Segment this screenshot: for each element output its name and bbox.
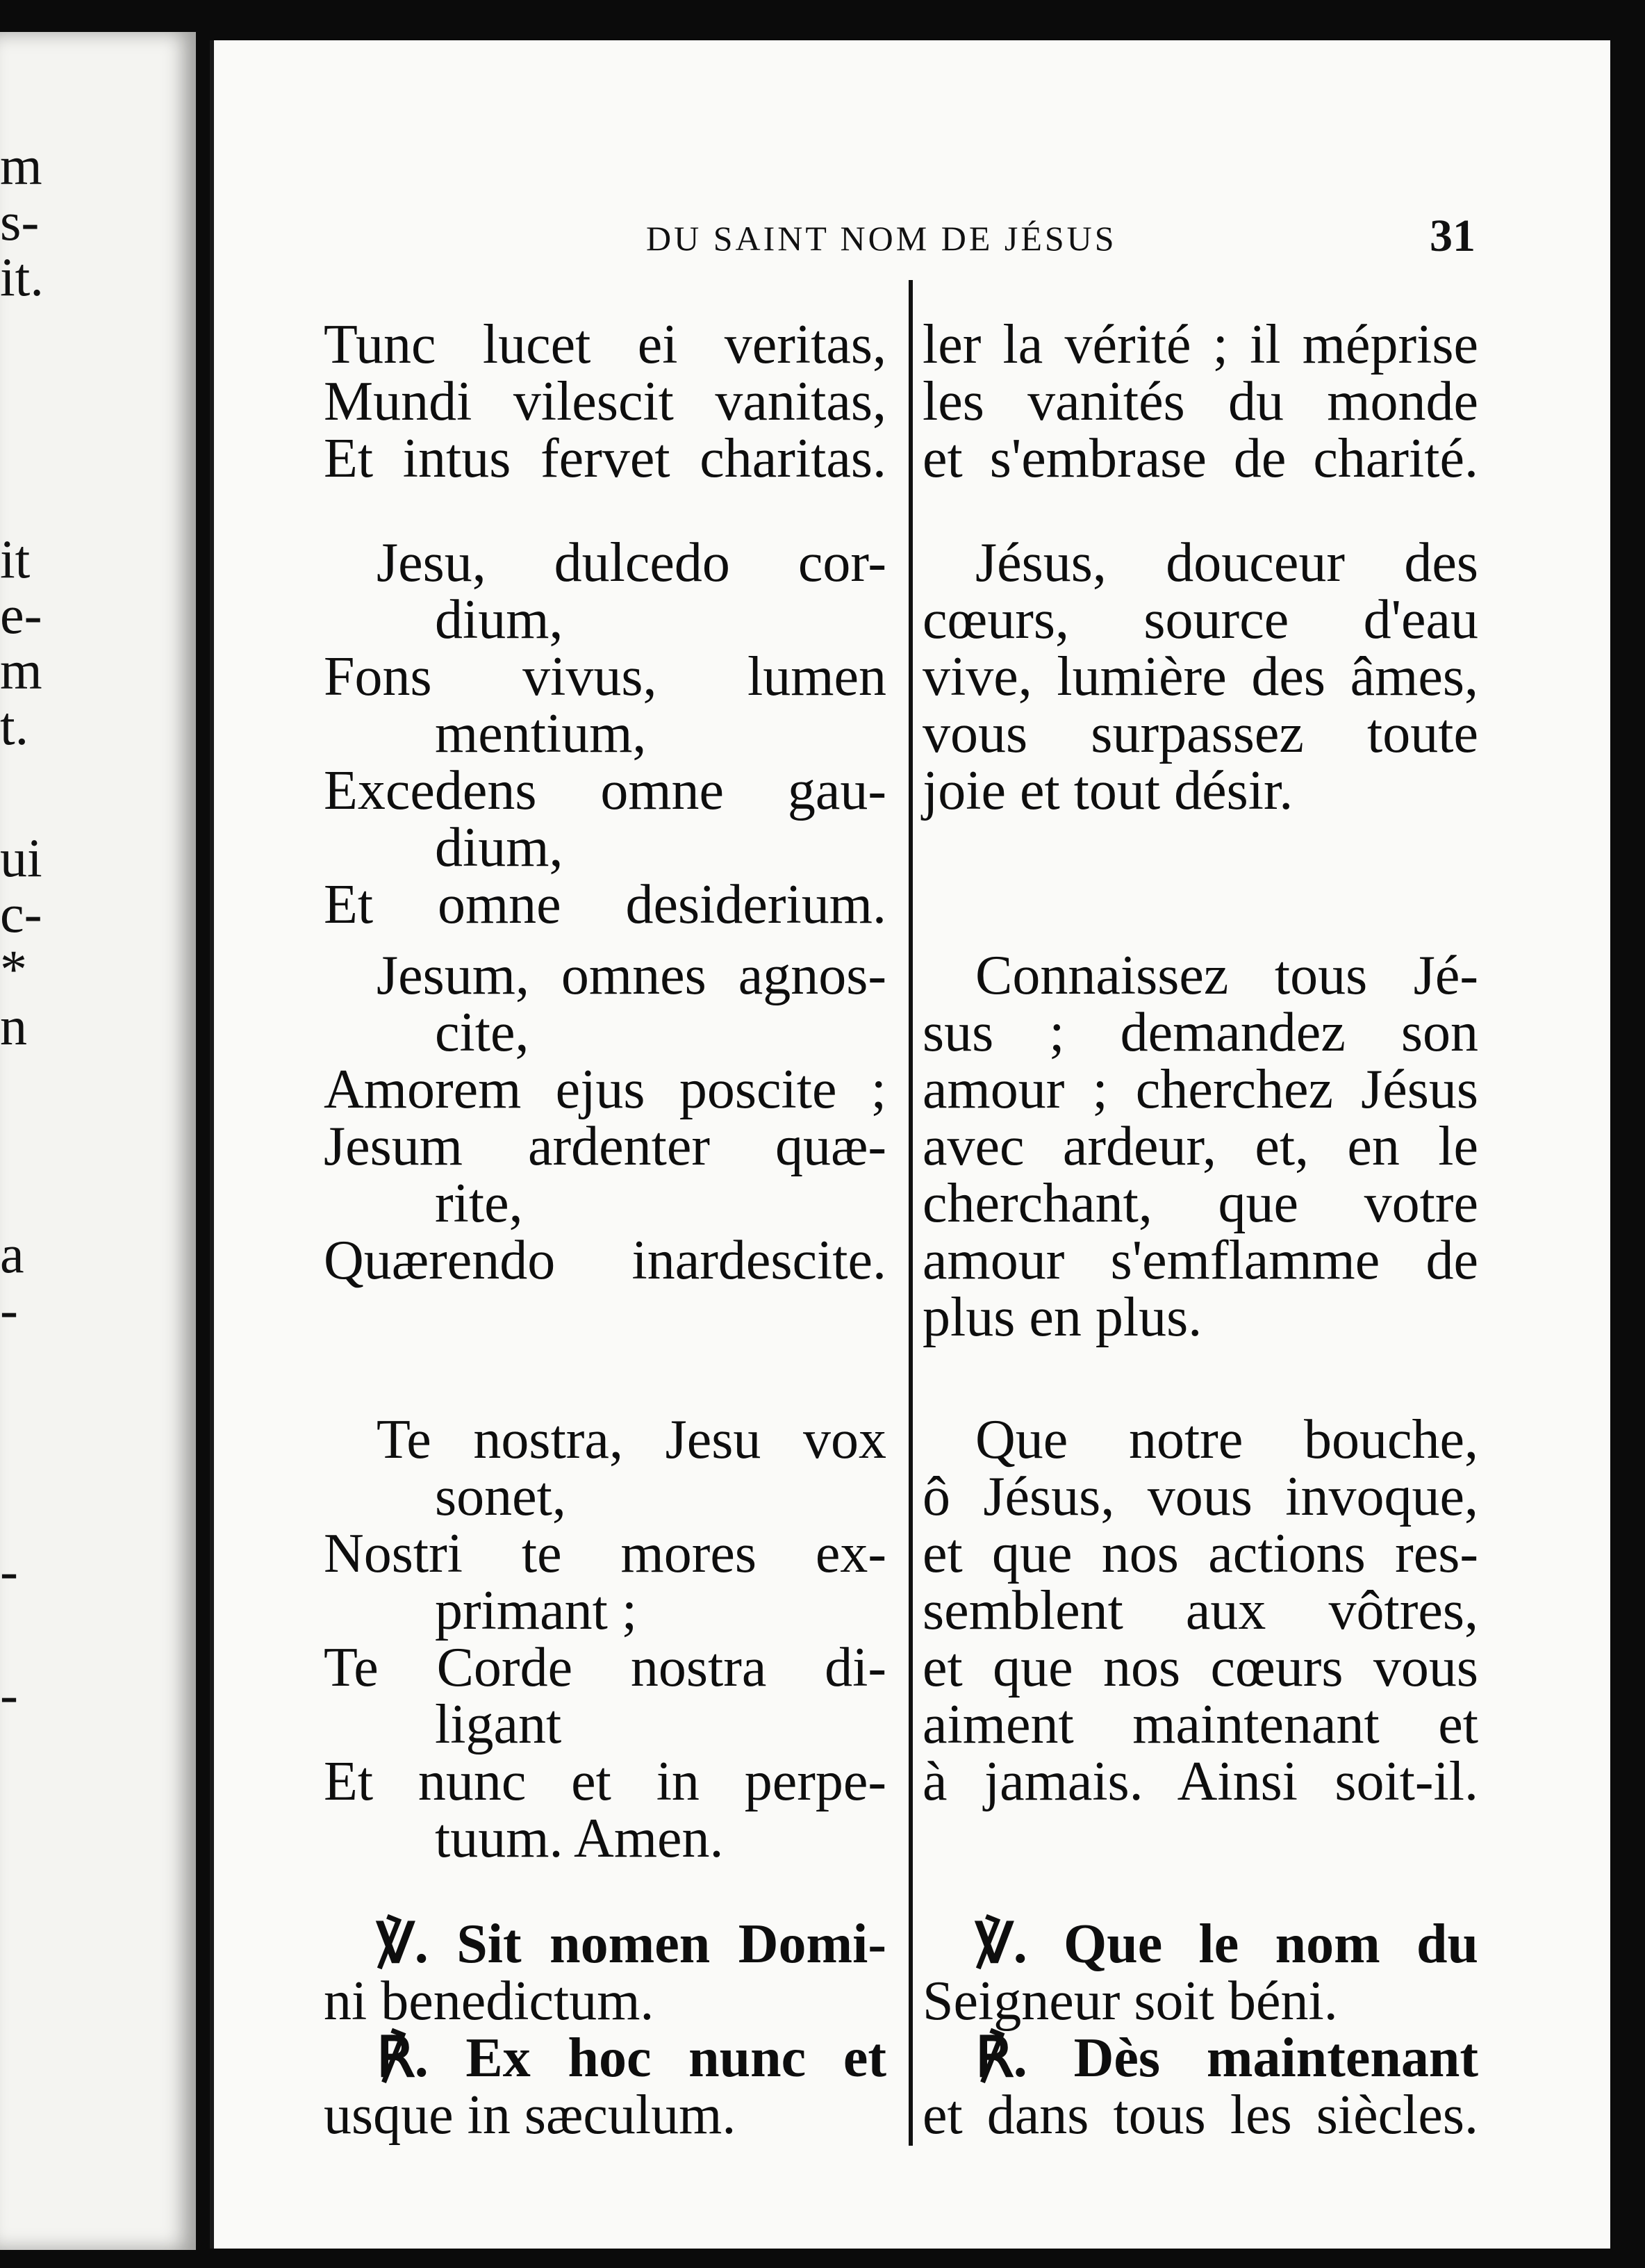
latin-line: primant ; [435, 1580, 638, 1641]
facing-page-fragment: ui [0, 828, 42, 888]
facing-page-fragment: * [0, 939, 27, 999]
french-line: Jésus, douceur des [975, 532, 1478, 593]
french-line: semblent aux vôtres, [923, 1580, 1478, 1641]
latin-line: Fons vivus, lumen [324, 646, 886, 707]
latin-line: dium, [435, 817, 563, 878]
page-header [214, 185, 1610, 261]
facing-page-fragment: s- [0, 191, 40, 252]
facing-page-fragment: - [0, 1540, 18, 1601]
book-page [214, 40, 1610, 2249]
french-line: joie et tout désir. [923, 760, 1293, 821]
response-line: ℟. Dès maintenant [975, 2028, 1478, 2089]
french-line: avec ardeur, et, en le [923, 1116, 1478, 1177]
column-divider [909, 280, 913, 2146]
french-line: plus en plus. [923, 1287, 1202, 1348]
facing-page-fragment: - [0, 1664, 18, 1725]
french-stanza [923, 316, 1478, 487]
facing-page-fragment: c- [0, 883, 42, 944]
french-line: vous surpassez toute [923, 703, 1478, 764]
latin-line: cite, [435, 1002, 529, 1063]
latin-stanza [324, 1411, 886, 1867]
latin-line: ni benedictum. [324, 1971, 654, 2032]
french-stanza [923, 1916, 1478, 2144]
french-line: Connaissez tous Jé- [975, 945, 1478, 1006]
response-line: ℟. Ex hoc nunc et [377, 2028, 886, 2089]
running-title: DU SAINT NOM DE JÉSUS [646, 219, 1117, 258]
french-stanza [923, 1411, 1478, 1810]
latin-stanza [324, 316, 886, 487]
french-line: Que notre bouche, [975, 1409, 1478, 1470]
facing-page-fragment: m [0, 640, 42, 700]
facing-page-fragment: t. [0, 696, 29, 756]
latin-line: Jesu, dulcedo cor- [377, 532, 886, 593]
latin-stanza [324, 947, 886, 1289]
latin-line: Jesum ardenter quæ- [324, 1116, 886, 1177]
latin-line: Et nunc et in perpe- [324, 1751, 886, 1812]
latin-line: ligant [435, 1694, 562, 1755]
french-line: et que nos cœurs vous [923, 1637, 1478, 1698]
latin-stanza [324, 1916, 886, 2144]
french-line: amour ; cherchez Jésus [923, 1059, 1478, 1120]
versicle-line: ℣. Sit nomen Domi- [377, 1914, 886, 1975]
french-line: et dans tous les siècles. [923, 2085, 1478, 2146]
facing-page-fragment: e- [0, 584, 42, 645]
french-stanza [923, 534, 1478, 819]
versicle-line: ℣. Que le nom du [975, 1914, 1478, 1975]
latin-line: Te Corde nostra di- [324, 1637, 886, 1698]
french-line: ô Jésus, vous invoque, [923, 1466, 1478, 1527]
facing-page-fragment: it. [0, 247, 44, 307]
facing-page-fragment: it [0, 529, 31, 589]
latin-line: Amorem ejus poscite ; [324, 1059, 886, 1120]
latin-line: tuum. Amen. [435, 1808, 724, 1869]
french-line: ler la vérité ; il méprise [923, 314, 1478, 375]
french-line: et s'embrase de charité. [923, 428, 1478, 489]
latin-line: Excedens omne gau- [324, 760, 886, 821]
facing-page-fragment: n [0, 996, 27, 1056]
facing-page-fragment: - [0, 1279, 18, 1340]
facing-page-fragment: a [0, 1224, 24, 1284]
latin-line: rite, [435, 1173, 523, 1234]
latin-line: Mundi vilescit vanitas, [324, 371, 886, 432]
french-stanza [923, 947, 1478, 1346]
french-line: à jamais. Ainsi soit-il. [923, 1751, 1478, 1812]
latin-line: Quærendo inardescite. [324, 1230, 886, 1291]
latin-line: Et intus fervet charitas. [324, 428, 886, 489]
latin-line: mentium, [435, 703, 647, 764]
french-line: les vanités du monde [923, 371, 1478, 432]
latin-line: sonet, [435, 1466, 566, 1527]
latin-line: Et omne desiderium. [324, 874, 886, 935]
french-line: amour s'emflamme de [923, 1230, 1478, 1291]
latin-line: Tunc lucet ei veritas, [324, 314, 886, 375]
french-line: cœurs, source d'eau [923, 589, 1478, 650]
latin-line: dium, [435, 589, 563, 650]
latin-line: Te nostra, Jesu vox [377, 1409, 886, 1470]
facing-page-fragment: m [0, 135, 42, 196]
french-line: et que nos actions res- [923, 1523, 1478, 1584]
latin-stanza [324, 534, 886, 933]
french-line: vive, lumière des âmes, [923, 646, 1478, 707]
page-number: 31 [1430, 211, 1475, 261]
facing-page-edge [0, 32, 196, 2250]
latin-line: usque in sæculum. [324, 2085, 736, 2146]
french-line: cherchant, que votre [923, 1173, 1478, 1234]
latin-line: Nostri te mores ex- [324, 1523, 886, 1584]
latin-line: Jesum, omnes agnos- [377, 945, 886, 1006]
french-line: sus ; demandez son [923, 1002, 1478, 1063]
french-line: Seigneur soit béni. [923, 1971, 1338, 2032]
french-line: aiment maintenant et [923, 1694, 1478, 1755]
